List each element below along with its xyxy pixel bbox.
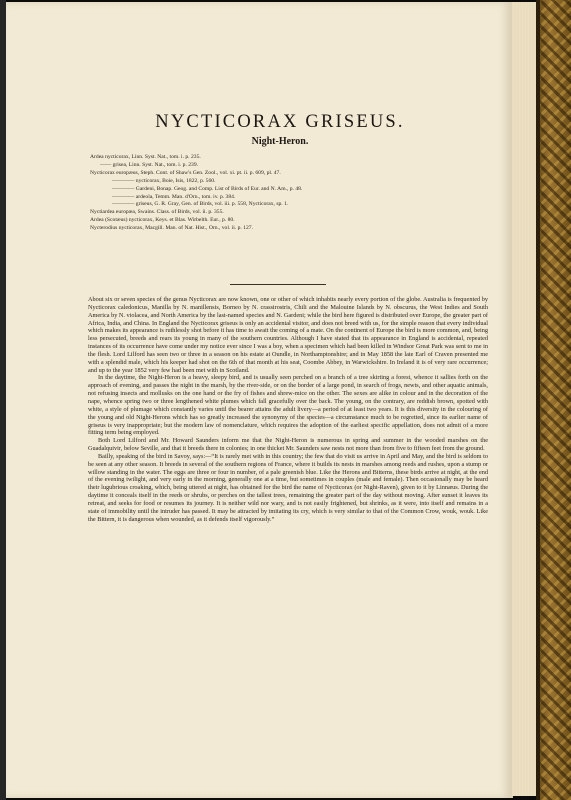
body-text — [88, 296, 488, 523]
synonymy-list — [90, 154, 490, 233]
synonym-line: ———— Gardeni, Bonap. Geog. and Comp. List of Birds of Eur. and N. Am., p. 48. — [112, 185, 303, 192]
marbled-cover-pattern — [536, 0, 571, 800]
body-paragraph: Both Lord Lilford and Mr. Howard Saunders inform me that the Night-Heron is numerous in spring and summer in the wooded marshes on the Guadalquivir, below Seville, and that it breeds there in colonies; in one thicket Mr. Saunders saw nests not more than from five to fifteen feet from the ground. — [88, 437, 488, 453]
body-paragraph: In the daytime, the Night-Heron is a heavy, sleepy bird, and is usually seen perched on a branch of a tree skirting a forest, whence it sallies forth on the approach of evening, and passes the night in the marsh, by the river-side, or on the border of a large pond, in search of frogs, newts, and other aquatic animals, not refusing insects and mollusks on the one hand or the fry of fishes and shrew-mice on the other. The sexes are alike in colour and in the decoration of the nape, whence spring two or three lengthened white plumes which fall gracefully over the back. The young, on the contrary, are reddish brown, spotted with white, a style of plumage which constantly varies until the bearer attains the adult livery—a period of at least two years. It is this diversity in the colouring of the young and old Night-Herons which has so greatly increased the synonymy of the species—a circumstance much to be regretted, since its earlier name of griseus is very inappropriate; but the modern law of nomenclature, which requires the adoption of the earliest specific appellation, does not admit of a more fitting term being employed. — [88, 374, 488, 437]
body-paragraph: Bailly, speaking of the bird in Savoy, says:—“It is rarely met with in this country; the few that do visit us arrive in April and May, and the bird is seldom to be seen at any other season. It breeds in several of the southern regions of France, where it builds its nests in marshes among reeds and rushes, upon a stump or willow standing in the water. The eggs are three or four in number, of a pale greenish blue. Like the Herons and Bitterns, these birds arrive at night, at the end of the evening twilight, and very early in the morning, generally one at a time, but sometimes in couples (male and female). Then occasionally may be heard their lugubrious croaking, which, being uttered at night, has obtained for the bird the name of Nycticorax (or Night-Raven), given to it by Linnæus. During the daytime it conceals itself in the reeds or shrubs, or perches on the tallest trees, remaining the greater part of the day without moving. After sunset it leaves its retreat, and seeks for food or resumes its journey. It is neither wild nor wary, and is not easily frightened, but shrinks, as it were, into itself and remains in a state of immobility until the intruder has passed. It may be attracted by imitating its cry, which is very similar to that of the Common Crow, wouk, wouk. Like the Bittern, it is dangerous when wounded, as it defends itself vigorously.” — [88, 452, 488, 523]
page-title: NYCTICORAX GRISEUS. — [155, 112, 405, 132]
synonym-line: —— grisea, Linn. Syst. Nat., tom. i. p. 239. — [100, 161, 199, 168]
page-subtitle: Night-Heron. — [251, 136, 309, 147]
synonym-line: ———— nycticorax, Boie, Isis, 1822, p. 560. — [112, 177, 216, 184]
synonym-line: ———— griseus, G. R. Gray, Gen. of Birds, vol. iii. p. 558, Nycticorax, sp. 1. — [112, 201, 289, 208]
book-cover-edge — [536, 0, 571, 800]
synonym-line: ———— ardeola, Temm. Man. d'Orn., tom. iv. p. 384. — [112, 193, 236, 200]
synonym-line: Nyctiardea europæa, Swains. Class. of Birds, vol. ii. p. 355. — [90, 209, 224, 216]
page-edges — [512, 2, 536, 796]
synonym-line: Nycticorax europæus, Steph. Cont. of Shaw's Gen. Zool., vol. xi. pt. ii. p. 609, pl. 47. — [90, 169, 281, 176]
synonym-line: Ardea (Scotæus) nycticorax, Keys. et Blas. Wirbelth. Eur., p. 80. — [90, 217, 235, 224]
cover-inner-edge — [536, 0, 540, 800]
synonym-line: Ardea nycticorax, Linn. Syst. Nat., tom. i. p. 235. — [90, 154, 201, 160]
body-paragraph: About six or seven species of the genus Nycticorax are now known, one or other of which inhabits nearly every portion of the globe. Australia is frequented by Nycticorax caledonicus, Manilla by N. manillensis, Borneo by N. crassirostris, Chili and the Malouine Islands by N. obscurus, the West Indies and South America by N. violacea, and North America by the last-named species and N. Gardeni; while the bird here figured is distributed over Europe, the greater part of Africa, India, and China. In England the Nycticorax griseus is only an accidental visitor, and does not breed with us, for the simple reason that every individual which makes its appearance is ruthlessly shot before it has time to await the coming of a mate. On the continent of Europe the bird is more common, and, being less persecuted, breeds and rears its young in many of the southern countries. Although I have stated that its appearance in England is accidental, repeated instances of its occurrence have come under my notice ever since I was a boy, when a specimen which had been killed in Windsor Great Park was sent to me in the flesh. Lord Lilford has seen two or three in a season on his estate at Oundle, in Northamptonshire; and in May 1858 the late Earl of Craven presented me with a splendid male, which his keeper had shot on the 6th of that month at his seat, Coombe Abbey, in Warwickshire. In Ireland it is of very rare occurrence; and up to the year 1852 very few had been met with in Scotland. — [88, 296, 488, 374]
section-divider — [230, 284, 326, 285]
synonym-line: Nycterodius nycticorax, Macgill. Man. of Nat. Hist., Orn., vol. ii. p. 127. — [90, 225, 253, 232]
